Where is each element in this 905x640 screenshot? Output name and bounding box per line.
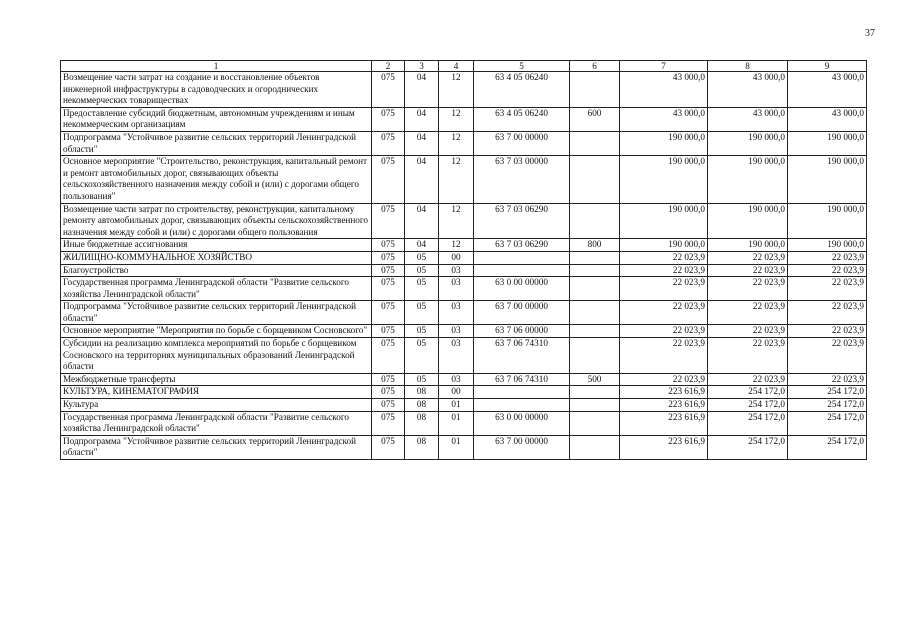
amount-cell-col8: 22 023,9	[708, 325, 788, 338]
section-code-cell: 05	[405, 338, 439, 374]
ministry-code-cell: 075	[372, 435, 405, 459]
amount-cell-col7: 190 000,0	[620, 131, 708, 155]
subsection-code-cell: 12	[439, 156, 474, 203]
row-name-cell: Подпрограмма "Устойчивое развитие сельских территорий Ленинградской области"	[61, 301, 372, 325]
ministry-code-cell: 075	[372, 72, 405, 108]
subsection-code-cell: 12	[439, 239, 474, 252]
amount-cell-col7: 43 000,0	[620, 107, 708, 131]
table-row	[61, 239, 867, 252]
amount-cell-col9: 43 000,0	[788, 107, 867, 131]
section-code-cell: 08	[405, 411, 439, 435]
row-name-cell: Культура	[61, 399, 372, 412]
amount-cell-col7: 22 023,9	[620, 251, 708, 264]
amount-cell-col8: 22 023,9	[708, 251, 788, 264]
ministry-code-cell: 075	[372, 239, 405, 252]
ministry-code-cell: 075	[372, 373, 405, 386]
expense-type-cell: 500	[570, 373, 620, 386]
table-row	[61, 399, 867, 412]
amount-cell-col9: 22 023,9	[788, 338, 867, 374]
target-article-cell: 63 7 03 06290	[474, 203, 570, 239]
ministry-code-cell: 075	[372, 203, 405, 239]
expense-type-cell	[570, 325, 620, 338]
subsection-code-cell: 03	[439, 277, 474, 301]
column-header: 4	[439, 61, 474, 72]
section-code-cell: 04	[405, 107, 439, 131]
ministry-code-cell: 075	[372, 251, 405, 264]
amount-cell-col9: 190 000,0	[788, 156, 867, 203]
row-name-cell: Иные бюджетные ассигнования	[61, 239, 372, 252]
amount-cell-col7: 22 023,9	[620, 264, 708, 277]
amount-cell-col9: 190 000,0	[788, 239, 867, 252]
target-article-cell: 63 7 00 00000	[474, 301, 570, 325]
section-code-cell: 05	[405, 251, 439, 264]
amount-cell-col7: 22 023,9	[620, 277, 708, 301]
expense-type-cell	[570, 156, 620, 203]
amount-cell-col9: 254 172,0	[788, 435, 867, 459]
amount-cell-col9: 190 000,0	[788, 203, 867, 239]
subsection-code-cell: 01	[439, 411, 474, 435]
row-name-cell: Государственная программа Ленинградской области "Развитие сельского хозяйства Ленинградской области"	[61, 277, 372, 301]
amount-cell-col7: 190 000,0	[620, 239, 708, 252]
section-code-cell: 04	[405, 156, 439, 203]
amount-cell-col8: 190 000,0	[708, 203, 788, 239]
expense-type-cell	[570, 203, 620, 239]
row-name-cell: Государственная программа Ленинградской области "Развитие сельского хозяйства Ленинградской области"	[61, 411, 372, 435]
target-article-cell	[474, 264, 570, 277]
amount-cell-col7: 223 616,9	[620, 435, 708, 459]
amount-cell-col8: 43 000,0	[708, 107, 788, 131]
row-name-cell: Возмещение части затрат по строительству, реконструкции, капитальному ремонту автомобильных дорог, связывающих объекты сельскохозяйственного назначения между собой и (или) с дорогами общего пользования	[61, 203, 372, 239]
subsection-code-cell: 12	[439, 203, 474, 239]
row-name-cell: Межбюджетные трансферты	[61, 373, 372, 386]
table-body	[61, 72, 867, 460]
amount-cell-col8: 254 172,0	[708, 411, 788, 435]
table-row	[61, 264, 867, 277]
expense-type-cell	[570, 301, 620, 325]
section-code-cell: 04	[405, 131, 439, 155]
ministry-code-cell: 075	[372, 277, 405, 301]
amount-cell-col8: 190 000,0	[708, 131, 788, 155]
amount-cell-col7: 223 616,9	[620, 411, 708, 435]
ministry-code-cell: 075	[372, 338, 405, 374]
target-article-cell: 63 7 06 74310	[474, 373, 570, 386]
target-article-cell: 63 4 05 06240	[474, 72, 570, 108]
section-code-cell: 05	[405, 277, 439, 301]
target-article-cell: 63 0 00 00000	[474, 277, 570, 301]
table-row	[61, 72, 867, 108]
amount-cell-col7: 223 616,9	[620, 386, 708, 399]
amount-cell-col9: 43 000,0	[788, 72, 867, 108]
amount-cell-col8: 254 172,0	[708, 399, 788, 412]
target-article-cell: 63 7 03 06290	[474, 239, 570, 252]
amount-cell-col8: 22 023,9	[708, 338, 788, 374]
amount-cell-col9: 22 023,9	[788, 264, 867, 277]
section-code-cell: 05	[405, 301, 439, 325]
amount-cell-col7: 22 023,9	[620, 338, 708, 374]
amount-cell-col9: 22 023,9	[788, 325, 867, 338]
expense-type-cell	[570, 72, 620, 108]
amount-cell-col7: 22 023,9	[620, 301, 708, 325]
subsection-code-cell: 03	[439, 301, 474, 325]
amount-cell-col7: 190 000,0	[620, 203, 708, 239]
ministry-code-cell: 075	[372, 411, 405, 435]
section-code-cell: 08	[405, 399, 439, 412]
column-header: 8	[708, 61, 788, 72]
expense-type-cell	[570, 411, 620, 435]
target-article-cell	[474, 399, 570, 412]
subsection-code-cell: 00	[439, 251, 474, 264]
column-header: 1	[61, 61, 372, 72]
table-header-row	[61, 61, 867, 72]
section-code-cell: 04	[405, 239, 439, 252]
expense-type-cell	[570, 264, 620, 277]
section-code-cell: 04	[405, 72, 439, 108]
table-row	[61, 251, 867, 264]
expense-type-cell: 600	[570, 107, 620, 131]
section-code-cell: 05	[405, 325, 439, 338]
budget-table	[60, 60, 867, 460]
column-header: 9	[788, 61, 867, 72]
row-name-cell: Подпрограмма "Устойчивое развитие сельских территорий Ленинградской области"	[61, 131, 372, 155]
amount-cell-col8: 254 172,0	[708, 435, 788, 459]
expense-type-cell	[570, 277, 620, 301]
ministry-code-cell: 075	[372, 156, 405, 203]
row-name-cell: Основное мероприятие "Строительство, реконструкция, капитальный ремонт и ремонт автомобильных дорог, связывающих объекты сельскохозяйственного назначения между собой и (или) с дорогами общего пользования"	[61, 156, 372, 203]
section-code-cell: 08	[405, 386, 439, 399]
target-article-cell	[474, 386, 570, 399]
amount-cell-col8: 22 023,9	[708, 301, 788, 325]
column-header: 5	[474, 61, 570, 72]
expense-type-cell	[570, 251, 620, 264]
table-row	[61, 386, 867, 399]
row-name-cell: Предоставление субсидий бюджетным, автономным учреждениям и иным некоммерческим организациям	[61, 107, 372, 131]
ministry-code-cell: 075	[372, 107, 405, 131]
ministry-code-cell: 075	[372, 399, 405, 412]
amount-cell-col8: 22 023,9	[708, 277, 788, 301]
amount-cell-col9: 22 023,9	[788, 373, 867, 386]
table-row	[61, 411, 867, 435]
target-article-cell: 63 7 03 00000	[474, 156, 570, 203]
amount-cell-col8: 254 172,0	[708, 386, 788, 399]
expense-type-cell	[570, 399, 620, 412]
ministry-code-cell: 075	[372, 131, 405, 155]
amount-cell-col9: 254 172,0	[788, 399, 867, 412]
subsection-code-cell: 03	[439, 338, 474, 374]
subsection-code-cell: 12	[439, 107, 474, 131]
amount-cell-col8: 43 000,0	[708, 72, 788, 108]
table-row	[61, 131, 867, 155]
ministry-code-cell: 075	[372, 264, 405, 277]
row-name-cell: Благоустройство	[61, 264, 372, 277]
subsection-code-cell: 01	[439, 435, 474, 459]
amount-cell-col9: 22 023,9	[788, 277, 867, 301]
amount-cell-col7: 22 023,9	[620, 373, 708, 386]
row-name-cell: ЖИЛИЩНО-КОММУНАЛЬНОЕ ХОЗЯЙСТВО	[61, 251, 372, 264]
target-article-cell: 63 7 06 74310	[474, 338, 570, 374]
target-article-cell: 63 7 00 00000	[474, 131, 570, 155]
row-name-cell: Подпрограмма "Устойчивое развитие сельских территорий Ленинградской области"	[61, 435, 372, 459]
amount-cell-col8: 22 023,9	[708, 373, 788, 386]
column-header: 3	[405, 61, 439, 72]
table-row	[61, 325, 867, 338]
section-code-cell: 08	[405, 435, 439, 459]
table-row	[61, 277, 867, 301]
target-article-cell	[474, 251, 570, 264]
subsection-code-cell: 12	[439, 72, 474, 108]
amount-cell-col9: 254 172,0	[788, 411, 867, 435]
target-article-cell: 63 0 00 00000	[474, 411, 570, 435]
ministry-code-cell: 075	[372, 386, 405, 399]
section-code-cell: 04	[405, 203, 439, 239]
target-article-cell: 63 7 00 00000	[474, 435, 570, 459]
table-row	[61, 373, 867, 386]
column-header: 2	[372, 61, 405, 72]
table-row	[61, 338, 867, 374]
column-header: 7	[620, 61, 708, 72]
expense-type-cell	[570, 435, 620, 459]
subsection-code-cell: 03	[439, 325, 474, 338]
subsection-code-cell: 12	[439, 131, 474, 155]
subsection-code-cell: 01	[439, 399, 474, 412]
table-row	[61, 301, 867, 325]
expense-type-cell	[570, 386, 620, 399]
expense-type-cell	[570, 338, 620, 374]
expense-type-cell	[570, 131, 620, 155]
section-code-cell: 05	[405, 373, 439, 386]
table-row	[61, 203, 867, 239]
target-article-cell: 63 7 06 00000	[474, 325, 570, 338]
amount-cell-col8: 190 000,0	[708, 156, 788, 203]
subsection-code-cell: 03	[439, 264, 474, 277]
row-name-cell: Возмещение части затрат на создание и восстановление объектов инженерной инфраструктуры в садоводческих и огороднических некоммерческих товариществах	[61, 72, 372, 108]
ministry-code-cell: 075	[372, 301, 405, 325]
amount-cell-col8: 22 023,9	[708, 264, 788, 277]
amount-cell-col7: 43 000,0	[620, 72, 708, 108]
subsection-code-cell: 03	[439, 373, 474, 386]
ministry-code-cell: 075	[372, 325, 405, 338]
row-name-cell: Субсидии на реализацию комплекса мероприятий по борьбе с борщевиком Сосновского на территориях муниципальных образований Ленинградской области	[61, 338, 372, 374]
amount-cell-col7: 190 000,0	[620, 156, 708, 203]
column-header: 6	[570, 61, 620, 72]
amount-cell-col8: 190 000,0	[708, 239, 788, 252]
amount-cell-col9: 22 023,9	[788, 301, 867, 325]
table-row	[61, 435, 867, 459]
subsection-code-cell: 00	[439, 386, 474, 399]
expense-type-cell: 800	[570, 239, 620, 252]
amount-cell-col9: 254 172,0	[788, 386, 867, 399]
page-number: 37	[865, 28, 875, 39]
target-article-cell: 63 4 05 06240	[474, 107, 570, 131]
amount-cell-col7: 22 023,9	[620, 325, 708, 338]
row-name-cell: КУЛЬТУРА, КИНЕМАТОГРАФИЯ	[61, 386, 372, 399]
section-code-cell: 05	[405, 264, 439, 277]
amount-cell-col9: 190 000,0	[788, 131, 867, 155]
amount-cell-col7: 223 616,9	[620, 399, 708, 412]
table-row	[61, 107, 867, 131]
amount-cell-col9: 22 023,9	[788, 251, 867, 264]
table-row	[61, 156, 867, 203]
row-name-cell: Основное мероприятие "Мероприятия по борьбе с борщевиком Сосновского"	[61, 325, 372, 338]
